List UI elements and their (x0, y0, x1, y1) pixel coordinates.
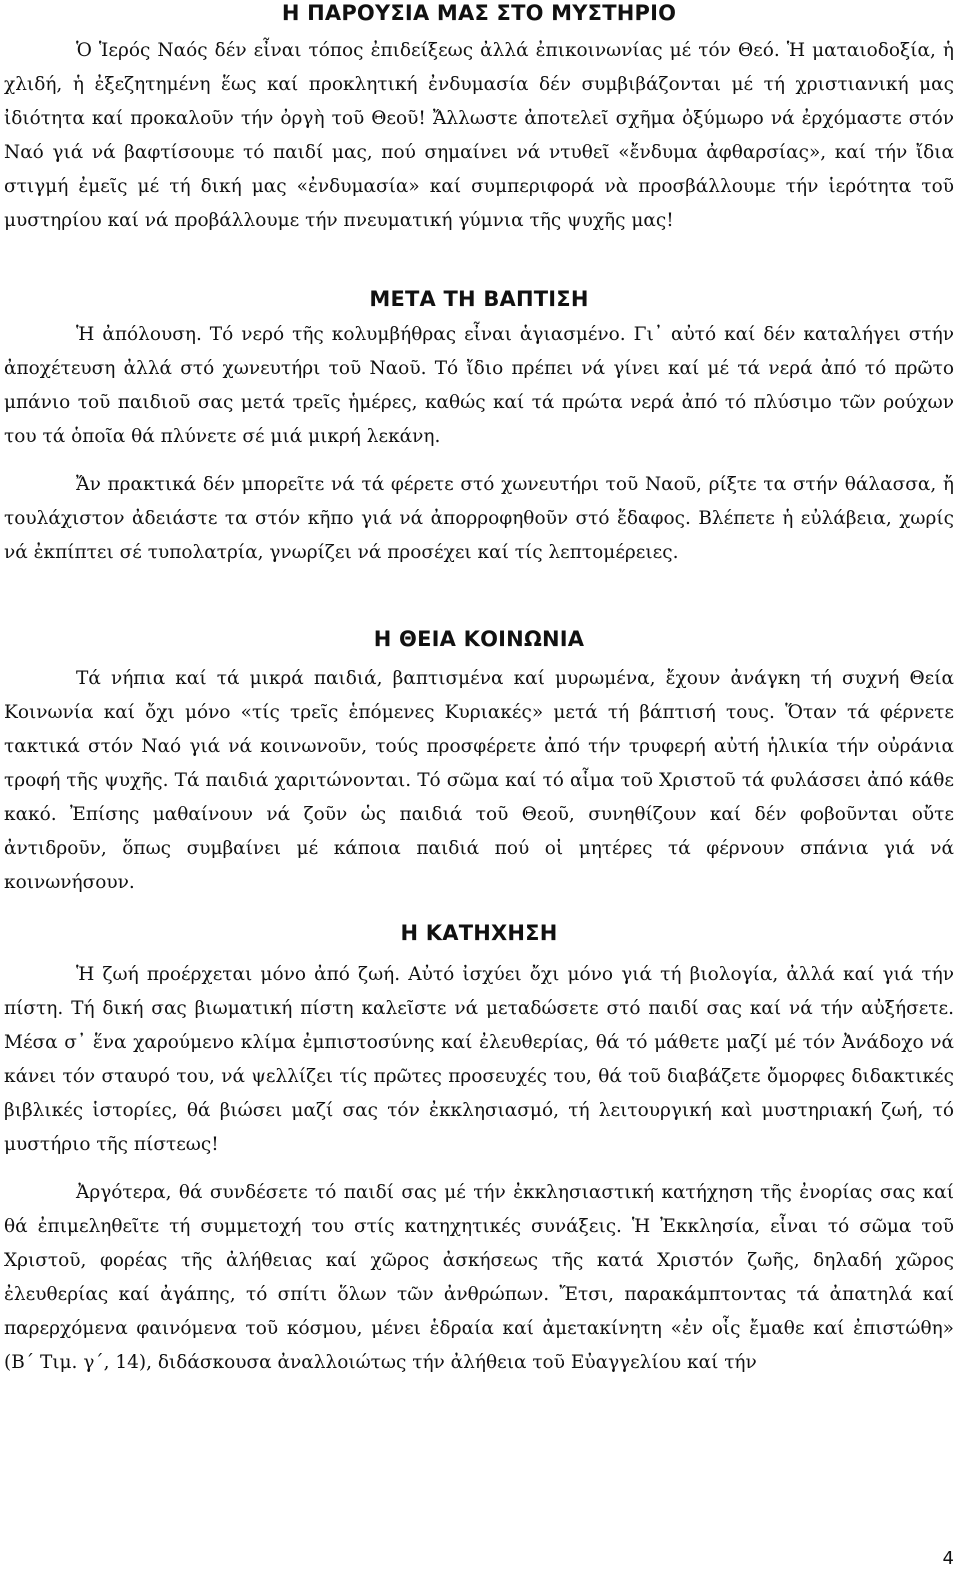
paragraph: Τά νήπια καί τά μικρά παιδιά, βαπτισμένα καί μυρωμένα, ἔχουν ἀνάγκη τή συχνή Θεία Κοινωνία καί ὄχι μόνο «τίς τρεῖς ἑπόμενες Κυριακές» μετά τή βάπτισή τους. Ὅταν τά φέρνετε τακτικά στόν Ναό γιά νά κοινωνοῦν, τούς προσφέρετε ἀπό τήν τρυφερή αὐτή ἡλικία τήν οὐράνια τροφή τῆς ψυχῆς. Τά παιδιά χαριτώνονται. Τό σῶμα καί τό αἷμα τοῦ Χριστοῦ τά φυλάσσει ἀπό κάθε κακό. Ἐπίσης μαθαίνουν νά ζοῦν ὡς παιδιά τοῦ Θεοῦ, συνηθίζουν καί δέν φοβοῦνται οὔτε ἀντιδροῦν, ὅπως συμβαίνει μέ κάποια παιδιά πού οἱ μητέρες τά φέρνουν σπάνια γιά νά κοινωνήσουν. (4, 668, 954, 893)
section-heading-presence: Η ΠΑΡΟΥΣΙΑ ΜΑΣ ΣΤΟ ΜΥΣΤΗΡΙΟ (281, 1, 677, 25)
paragraph: Ἡ ἀπόλουση. Τό νερό τῆς κολυμβήθρας εἶναι ἁγιασμένο. Γι᾽ αὐτό καί δέν καταλήγει στήν ἀποχέτευση ἀλλά στό χωνευτήρι τοῦ Ναοῦ. Τό ἴδιο πρέπει νά γίνει καί μέ τά νερά ἀπό τό πρῶτο μπάνιο τοῦ παιδιοῦ σας μετά τρεῖς ἡμέρες, καθώς καί τά πρώτα νερά ἀπό τό πλύσιμο τῶν ρούχων του τά ὁποῖα θά πλύνετε σέ μιά μικρή λεκάνη. (4, 324, 954, 447)
page-number: 4 (942, 1548, 954, 1569)
section-heading-catechesis: Η ΚΑΤΗΧΗΣΗ (400, 921, 558, 945)
section-heading-after-baptism: ΜΕΤΑ ΤΗ ΒΑΠΤΙΣΗ (369, 287, 589, 311)
paragraph: Ἡ ζωή προέρχεται μόνο ἀπό ζωή. Αὐτό ἰσχύει ὄχι μόνο γιά τή βιολογία, ἀλλά καί γιά τήν πίστη. Τή δική σας βιωματική πίστη καλεῖστε νά μεταδώσετε στό παιδί σας καί νά τήν αὐξήσετε. Μέσα σ᾽ ἕνα χαρούμενο κλίμα ἐμπιστοσύνης καί ἐλευθερίας, θά τό μάθετε μαζί μέ τόν Ἀνάδοχο νά κάνει τόν σταυρό του, νά ψελλίζει τίς πρῶτες προσευχές του, θά τοῦ διαβάζετε ὄμορφες διδακτικές βιβλικές ἱστορίες, θά βιώσει μαζί σας τόν ἐκκλησιασμό, τή λειτουργική καὶ μυστηριακή ζωή, τό μυστήριο τῆς πίστεως! (4, 964, 954, 1155)
paragraph: Ἀργότερα, θά συνδέσετε τό παιδί σας μέ τήν ἐκκλησιαστική κατήχηση τῆς ἐνορίας σας καί θά ἐπιμεληθεῖτε τή συμμετοχή του στίς κατηχητικές συνάξεις. Ἡ Ἐκκλησία, εἶναι τό σῶμα τοῦ Χριστοῦ, φορέας τῆς ἀλήθειας καί χῶρος ἀσκήσεως τῆς κατά Χριστόν ζωῆς, δηλαδή χῶρος ἐλευθερίας καί ἀγάπης, τό σπίτι ὅλων τῶν ἀνθρώπων. Ἔτσι, παρακάμπτοντας τά ἀπατηλά καί παρερχόμενα φαινόμενα τοῦ κόσμου, μένει ἑδραία καί ἀμετακίνητη «ἐν οἷς ἔμαθε καί ἐπιστώθη» (Β΄ Τιμ. γ΄, 14), διδάσκουσα ἀναλλοιώτως τήν ἀλήθεια τοῦ Εὐαγγελίου καί τήν (4, 1182, 954, 1373)
paragraph: Ὁ Ἱερός Ναός δέν εἶναι τόπος ἐπιδείξεως ἀλλά ἐπικοινωνίας μέ τόν Θεό. Ἡ ματαιοδοξία, ἡ χλιδή, ἡ ἐξεζητημένη ἕως καί προκλητική ἐνδυμασία δέν συμβιβάζονται μέ τή χριστιανική μας ἰδιότητα καί προκαλοῦν τήν ὀργὴ τοῦ Θεοῦ! Ἄλλωστε ἀποτελεῖ σχῆμα ὀξύμωρο νά ἐρχόμαστε στόν Ναό γιά νά βαφτίσουμε τό παιδί μας, πού σημαίνει νά ντυθεῖ «ἔνδυμα ἀφθαρσίας», καί τήν ἴδια στιγμή ἐμεῖς μέ τή δική μας «ἐνδυμασία» καί συμπεριφορά νὰ προσβάλλουμε τήν ἱερότητα τοῦ μυστηρίου καί νά προβάλλουμε τήν πνευματική γύμνια τῆς ψυχῆς μας! (4, 40, 954, 231)
section-heading-communion: Η ΘΕΙΑ ΚΟΙΝΩΝΙΑ (373, 627, 585, 651)
document-page (4, 0, 954, 1380)
paragraph: Ἄν πρακτικά δέν μπορεῖτε νά τά φέρετε στό χωνευτήρι τοῦ Ναοῦ, ρίξτε τα στήν θάλασσα, ἤ τουλάχιστον ἀδειάστε τα στόν κῆπο γιά νά ἀπορροφηθοῦν στό ἔδαφος. Βλέπετε ἡ εὐλάβεια, χωρίς νά ἐκπίπτει σέ τυπολατρία, γνωρίζει νά προσέχει καί τίς λεπτομέρειες. (4, 474, 954, 563)
